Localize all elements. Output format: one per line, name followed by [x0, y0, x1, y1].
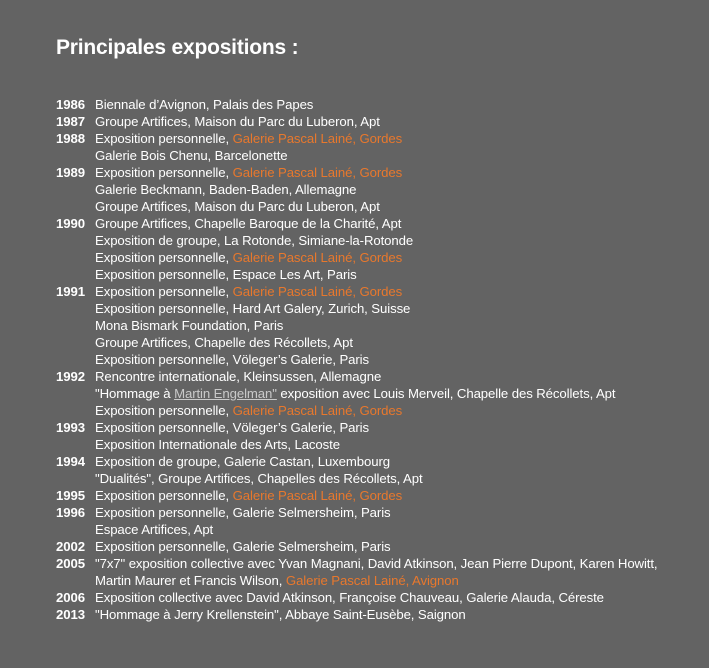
list-item — [56, 385, 696, 402]
list-item — [56, 147, 696, 164]
year-label: 2013 — [56, 607, 85, 622]
gallery-highlight: Galerie Pascal Lainé, Gordes — [232, 488, 403, 503]
list-item — [56, 283, 696, 300]
year-label: 1990 — [56, 216, 85, 231]
list-item — [56, 487, 696, 504]
list-item — [56, 113, 696, 130]
gallery-highlight: Galerie Pascal Lainé, Gordes — [232, 250, 403, 265]
exhibitions-list — [56, 96, 696, 623]
gallery-highlight: Galerie Pascal Lainé, Gordes — [232, 165, 403, 180]
list-item — [56, 351, 696, 368]
year-label: 1992 — [56, 369, 85, 384]
exhibition-text: Exposition personnelle, Galerie Selmersheim, Paris — [95, 505, 391, 520]
martin-engelman-link[interactable]: Martin Engelman" — [174, 386, 277, 401]
exhibition-text: Exposition collective avec David Atkinson, Françoise Chauveau, Galerie Alauda, Céreste — [95, 590, 604, 605]
year-label: 1989 — [56, 165, 85, 180]
exhibition-text: Exposition personnelle, Hard Art Galery, Zurich, Suisse — [95, 301, 411, 316]
list-item — [56, 555, 696, 589]
exhibition-text: Exposition personnelle, Galerie Pascal Lainé, Gordes — [95, 284, 403, 299]
exhibition-text: Exposition personnelle, Völeger’s Galerie, Paris — [95, 352, 369, 367]
list-item — [56, 453, 696, 470]
list-item — [56, 96, 696, 113]
list-item — [56, 198, 696, 215]
exhibition-text: Espace Artifices, Apt — [95, 522, 214, 537]
gallery-highlight: Galerie Pascal Lainé, Gordes — [232, 403, 403, 418]
exhibition-text: Galerie Bois Chenu, Barcelonette — [95, 148, 288, 163]
year-label: 2005 — [56, 556, 85, 571]
exhibition-text: Groupe Artifices, Chapelle des Récollets, Apt — [95, 335, 353, 350]
exhibition-text: Exposition personnelle, Galerie Pascal Lainé, Gordes — [95, 250, 403, 265]
exhibition-text: Exposition personnelle, Galerie Pascal Lainé, Gordes — [95, 403, 403, 418]
list-item — [56, 232, 696, 249]
exhibition-text: Groupe Artifices, Maison du Parc du Luberon, Apt — [95, 199, 380, 214]
exhibition-text: Biennale d’Avignon, Palais des Papes — [95, 97, 314, 112]
list-item — [56, 181, 696, 198]
list-item — [56, 402, 696, 419]
year-label: 1986 — [56, 97, 85, 112]
exhibition-text: Rencontre internationale, Kleinsussen, Allemagne — [95, 369, 382, 384]
list-item — [56, 504, 696, 521]
year-label: 1993 — [56, 420, 85, 435]
exhibition-text: Exposition de groupe, La Rotonde, Simiane-la-Rotonde — [95, 233, 414, 248]
gallery-highlight: Galerie Pascal Lainé, Avignon — [285, 573, 459, 588]
year-label: 1994 — [56, 454, 85, 469]
year-label: 2002 — [56, 539, 85, 554]
list-item — [56, 521, 696, 538]
list-item — [56, 164, 696, 181]
exhibition-text: Mona Bismark Foundation, Paris — [95, 318, 284, 333]
year-label: 1991 — [56, 284, 85, 299]
list-item — [56, 538, 696, 555]
list-item — [56, 368, 696, 385]
exhibition-text: Groupe Artifices, Chapelle Baroque de la Charité, Apt — [95, 216, 402, 231]
list-item — [56, 419, 696, 436]
year-label: 2006 — [56, 590, 85, 605]
exhibition-text: "7x7" exposition collective avec Yvan Magnani, David Atkinson, Jean Pierre Dupont, Karen Howitt, Martin Maurer et Francis Wilson, Galerie Pascal Lainé, Avignon — [95, 556, 658, 588]
year-label: 1996 — [56, 505, 85, 520]
year-label: 1987 — [56, 114, 85, 129]
page-title: Principales expositions : — [56, 36, 299, 59]
gallery-highlight: Galerie Pascal Lainé, Gordes — [232, 131, 403, 146]
exhibition-text: Exposition personnelle, Galerie Pascal Lainé, Gordes — [95, 131, 403, 146]
list-item — [56, 266, 696, 283]
exhibition-text: Exposition personnelle, Espace Les Art, Paris — [95, 267, 357, 282]
list-item — [56, 249, 696, 266]
exhibition-text: Exposition de groupe, Galerie Castan, Luxembourg — [95, 454, 391, 469]
exhibition-text: Exposition Internationale des Arts, Lacoste — [95, 437, 340, 452]
list-item — [56, 130, 696, 147]
list-item — [56, 300, 696, 317]
exhibition-text: Exposition personnelle, Galerie Pascal Lainé, Gordes — [95, 488, 403, 503]
year-label: 1988 — [56, 131, 85, 146]
exhibition-text: Groupe Artifices, Maison du Parc du Luberon, Apt — [95, 114, 380, 129]
list-item — [56, 334, 696, 351]
list-item — [56, 606, 696, 623]
exhibition-text: Exposition personnelle, Galerie Pascal Lainé, Gordes — [95, 165, 403, 180]
exhibition-text: Exposition personnelle, Galerie Selmersheim, Paris — [95, 539, 391, 554]
list-item — [56, 470, 696, 487]
list-item — [56, 317, 696, 334]
exhibition-text: "Hommage à Martin Engelman" exposition avec Louis Merveil, Chapelle des Récollets, Apt — [95, 386, 616, 401]
list-item — [56, 215, 696, 232]
exhibition-text: Exposition personnelle, Völeger’s Galerie, Paris — [95, 420, 369, 435]
gallery-highlight: Galerie Pascal Lainé, Gordes — [232, 284, 403, 299]
exhibition-text: "Hommage à Jerry Krellenstein", Abbaye Saint-Eusèbe, Saignon — [95, 607, 466, 622]
year-label: 1995 — [56, 488, 85, 503]
exhibition-text: "Dualités", Groupe Artifices, Chapelles des Récollets, Apt — [95, 471, 423, 486]
exhibition-text: Galerie Beckmann, Baden-Baden, Allemagne — [95, 182, 357, 197]
list-item — [56, 589, 696, 606]
list-item — [56, 436, 696, 453]
